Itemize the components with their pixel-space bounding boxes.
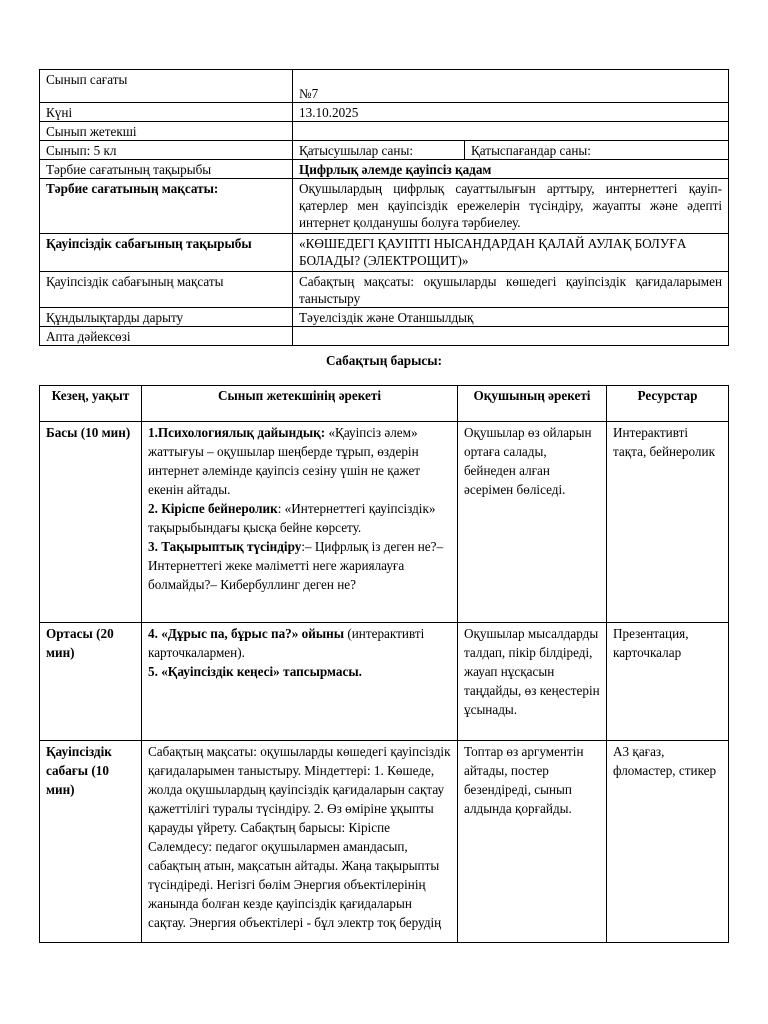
info-row-class [40,141,729,160]
lesson-flow-title: Сабақтың барысы: [326,353,442,368]
intro-video-text: : «Интернеттегі қауіпсіздік» тақырыбындағы қысқа бейне көрсету. [148,501,436,535]
class-hour-label: Сынып сағаты [40,70,293,103]
info-row-goal [40,179,729,234]
info-row-date [40,103,729,122]
flow-header-row [40,386,729,422]
lesson-flow-table [39,385,729,943]
stage-middle: Ортасы (20 мин) [40,623,142,741]
right-wrong-game-title: 4. «Дұрыс па, бұрыс па?» ойыны [148,626,345,641]
topic-label: Тәрбие сағатының тақырыбы [40,160,293,179]
teacher-action-safety: Сабақтың мақсаты: оқушыларды көшедегі қауіпсіздік қағидаларымен таныстыру. Міндеттері: 1. Көшеде, жолда оқушылардың қауіпсіздік қағидаларын сақтау қажеттілігі туралы түсіндіру. 2. Өз өміріне ұқыпты қарауды үйрету. Сабақтың барысы: Кіріспе Сәлемдесу: педагог оқушылармен амандасып, сабақтың атын, мақсатын айтады. Жаңа тақырыпты түсіндіреді. Негізгі бөлім Энергия объектілерінің жанында болған кезде қауіпсіздік қағидаларын сақтау. Энергия объектілері - бұл электр тоқ берудің [142,741,458,943]
header-resources: Ресурстар [607,386,729,422]
info-row-values [40,308,729,327]
student-action-safety: Топтар өз аргументін айтады, постер безендіреді, сынып алдында қорғайды. [458,741,607,943]
safety-goal-label: Қауіпсіздік сабағының мақсаты [40,272,293,308]
class-hour-number: №7 [293,70,729,103]
teacher-value [293,122,729,141]
student-action-beginning: Оқушылар өз ойларын ортаға салады, бейнеден алған әсерімен бөліседі. [458,422,607,623]
info-row-topic [40,160,729,179]
present-count-label: Қатысушылар саны: [293,141,465,160]
safety-topic-label: Қауіпсіздік сабағының тақырыбы [40,234,293,272]
psychological-prep-title: 1.Психологиялық дайындық: [148,425,326,440]
info-row-motto [40,327,729,346]
resources-safety: А3 қағаз, фломастер, стикер [607,741,729,943]
psychological-prep [148,423,451,499]
teacher-action-beginning [142,422,458,623]
absent-count-label: Қатыспағандар саны: [465,141,729,160]
goal-label: Тәрбие сағатының мақсаты: [40,179,293,234]
teacher-label: Сынып жетекші [40,122,293,141]
intro-video-title: 2. Кіріспе бейнеролик [148,501,278,516]
date-value: 13.10.2025 [293,103,729,122]
stage-safety: Қауіпсіздік сабағы (10 мин) [40,741,142,943]
topic-explanation-text: :– Цифрлық із деген не?– Интернеттегі жеке мәліметті неге жариялауға болмайды?– Кибербуллинг деген не? [148,539,444,592]
date-label: Күні [40,103,293,122]
safety-topic-value: «КӨШЕДЕГІ ҚАУІПТІ НЫСАНДАРДАН ҚАЛАЙ АУЛАҚ БОЛУҒА БОЛАДЫ? (ЭЛЕКТРОЩИТ)» [293,234,729,272]
student-action-middle: Оқушылар мысалдарды талдап, пікір білдіреді, жауап нұсқасын таңдайды, өз кеңестерін ұсынады. [458,623,607,741]
topic-explanation-title: 3. Тақырыптық түсіндіру [148,539,302,554]
flow-row-middle [40,623,729,741]
header-teacher-action: Сынып жетекшінің әрекеті [142,386,458,422]
safety-goal-value: Сабақтың мақсаты: оқушыларды көшедегі қауіпсіздік қағидаларымен таныстыру [293,272,729,308]
topic-explanation [148,537,451,594]
flow-row-safety [40,741,729,943]
right-wrong-game [148,624,451,662]
values-label: Құндылықтарды дарыту [40,308,293,327]
flow-row-beginning [40,422,729,623]
stage-beginning: Басы (10 мин) [40,422,142,623]
teacher-action-middle [142,623,458,741]
motto-value [293,327,729,346]
right-wrong-game-text: (интерактивті карточкалармен). [148,626,425,660]
motto-label: Апта дәйексөзі [40,327,293,346]
info-row-safety-topic [40,234,729,272]
info-row-safety-goal [40,272,729,308]
safety-advice-task: 5. «Қауіпсіздік кеңесі» тапсырмасы. [148,664,362,679]
info-row-teacher [40,122,729,141]
info-row-class-hour [40,70,729,103]
resources-beginning: Интерактивті тақта, бейнеролик [607,422,729,623]
intro-video [148,499,451,537]
lesson-info-table [39,69,729,346]
topic-value: Цифрлық әлемде қауіпсіз қадам [293,160,729,179]
header-stage: Кезең, уақыт [40,386,142,422]
psychological-prep-text: «Қауіпсіз әлем» жаттығуы – оқушылар шеңберде тұрып, өздерін интернет әлемінде қауіпсіз сезіну үшін не қажет екенін айтады. [148,425,421,497]
header-student-action: Оқушының әрекеті [458,386,607,422]
resources-middle: Презентация, карточкалар [607,623,729,741]
class-label: Сынып: 5 кл [40,141,293,160]
goal-value: Оқушылардың цифрлық сауаттылығын арттыру, интернеттегі қауіп-қатерлер мен қауіпсіздік ережелерін түсіндіру, жауапты және әдепті интернет қолданушы болуға тәрбиелеу. [293,179,729,234]
values-value: Тәуелсіздік және Отаншылдық [293,308,729,327]
